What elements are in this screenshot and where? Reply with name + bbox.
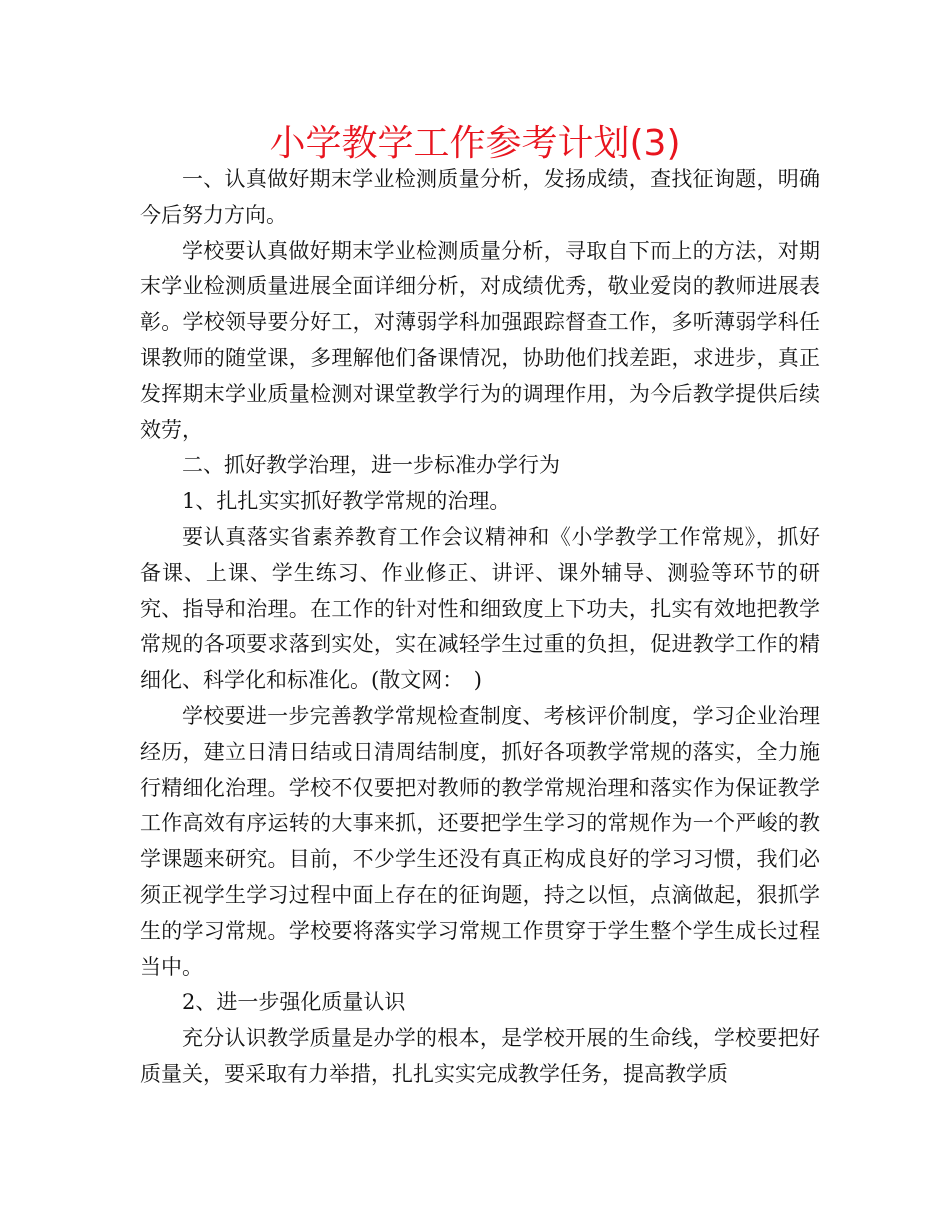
paragraph: 学校要进一步完善教学常规检查制度、考核评价制度，学习企业治理经历，建立日清日结或日清周结制度，抓好各项教学常规的落实，全力施行精细化治理。学校不仅要把对教师的教学常规治理和落实作为保证教学工作高效有序运转的大事来抓，还要把学生学习的常规作为一个严峻的教学课题来研究。目前，不少学生还没有真正构成良好的学习习惯，我们必须正视学生学习过程中面上存在的征询题，持之以恒，点滴做起，狠抓学生的学习常规。学校要将落实学习常规工作贯穿于学生整个学生成长过程当中。	[140, 703, 820, 979]
document-title: 小学教学工作参考计划(3)	[269, 123, 681, 164]
subsection-heading: 1、扎扎实实抓好教学常规的治理。	[182, 489, 511, 514]
subsection-heading: 2、进一步强化质量认识	[182, 990, 406, 1015]
paragraph: 一、认真做好期末学业检测质量分析，发扬成绩，查找征询题，明确今后努力方向。	[140, 167, 820, 227]
document-body	[140, 162, 820, 1093]
paragraph: 充分认识教学质量是办学的根本，是学校开展的生命线，学校要把好质量关，要采取有力举措，扎扎实实完成教学任务，提高教学质	[140, 1026, 820, 1086]
section-heading: 二、抓好教学治理，进一步标准办学行为	[182, 453, 560, 478]
paragraph: 学校要认真做好期末学业检测质量分析，寻取自下而上的方法，对期末学业检测质量进展全面详细分析，对成绩优秀，敬业爱岗的教师进展表彰。学校领导要分好工，对薄弱学科加强跟踪督查工作，多听薄弱学科任课教师的随堂课，多理解他们备课情况，协助他们找差距，求进步，真正发挥期末学业质量检测对课堂教学行为的调理作用，为今后教学提供后续效劳，	[140, 238, 820, 442]
paragraph: 要认真落实省素养教育工作会议精神和《小学教学工作常规》，抓好备课、上课、学生练习、作业修正、讲评、课外辅导、测验等环节的研究、指导和治理。在工作的针对性和细致度上下功夫，扎实有效地把教学常规的各项要求落到实处，实在减轻学生过重的负担，促进教学工作的精细化、科学化和标准化。(散文网： )	[140, 524, 820, 693]
